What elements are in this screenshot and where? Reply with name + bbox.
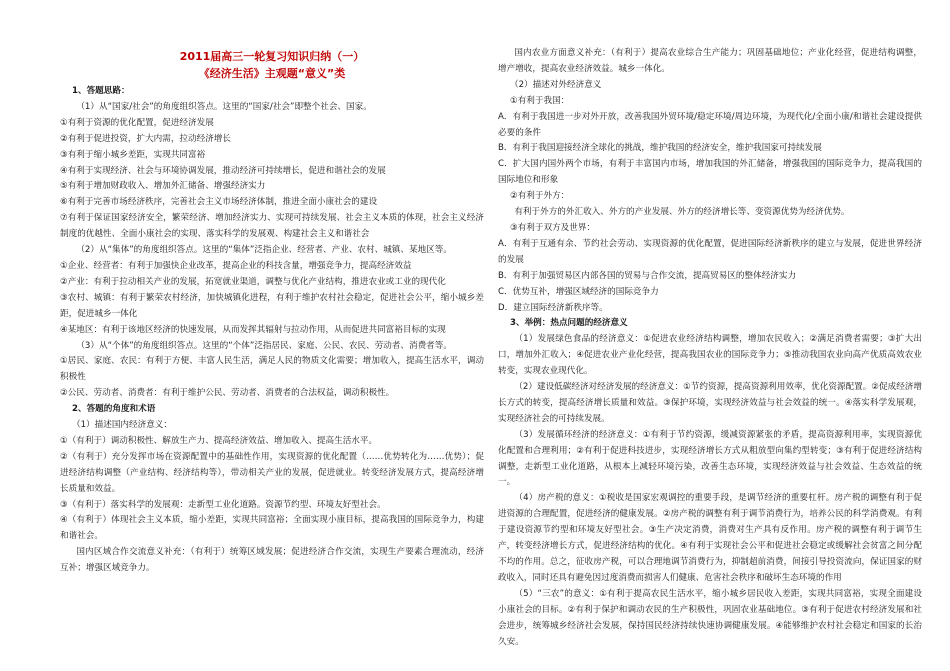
paragraph: ⑦有利于保证国家经济安全，繁荣经济、增加经济实力、实现可持续发展、社会主义本质的体现，社会主义经济制度的优越性、全面小康社会的实现、落实科学的发展观、构建社会主义和谐社会	[60, 213, 484, 240]
paragraph: C．扩大国内国外两个市场，有利于丰富国内市场，增加我国的外汇储备，增强我国的国际竞争力，提高我国的国际地位和形象	[498, 159, 922, 186]
left-column	[60, 48, 484, 577]
paragraph: （4）房产税的意义：①税收是国家宏观调控的重要手段，是调节经济的重要杠杆。房产税的调整有利于促进资源的合理配置，促进经济的健康发展。②房产税的调整有利于调节消费行为，培养公民的科学消费观。有利于建设资源节约型和环境友好型社会。③生产决定消费，消费对生产具有反作用。房产税的调整有利于调节生产，转变经济增长方式，促进经济结构的优化。④有利于实现社会公平和促进社会稳定或缓解社会贫富之间分配不均的作用。总之，征收房产税，可以合理地调节消费行为，抑制超前消费，间接引导投资流向，保证国家的财政收入，同时还具有避免因过度消费而损害人们健康、危害社会秩序和破坏生态环境的作用	[498, 493, 922, 583]
paragraph: ②有利于促进投资，扩大内需，拉动经济增长	[60, 133, 231, 144]
paragraph: ③有利于双方及世界：	[510, 222, 596, 233]
paragraph: ①企业、经营者：有利于加强快企业改革，提高企业的科技含量，增强竞争力，提高经济效益	[60, 260, 412, 271]
paragraph: （2）描述对外经济意义	[510, 79, 602, 90]
paragraph: ③有利于缩小城乡差距，实现共同富裕	[60, 149, 206, 160]
paragraph: （1）从“国家/社会”的角度组织答点。这里的“国家/社会”即整个社会、国家。	[76, 101, 372, 112]
paragraph: ④有利于实现经济、社会与环境协调发展，推动经济可持续增长，促进和谐社会的发展	[60, 165, 386, 176]
section-heading: 3、举例：热点问题的经济意义	[510, 318, 628, 329]
right-column	[498, 46, 922, 650]
paragraph: ③（有利于）落实科学的发展观：走新型工业化道路。资源节约型、环境友好型社会。	[60, 499, 386, 510]
paragraph: 国内区域合作交流意义补充：（有利于）统筹区域发展；促进经济合作交流，实现生产要素合理流动，经济互补；增强区域竞争力。	[60, 547, 484, 574]
paragraph: ②产业：有利于拉动相关产业的发展，拓宽就业渠道，调整与优化产业结构，推进农业或工业的现代化	[60, 276, 446, 287]
paragraph: （5）“三农”的意义：①有利于提高农民生活水平，缩小城乡居民收入差距，实现共同富裕，实现全面建设小康社会的目标。②有利于保护和调动农民的生产积极性，巩固农业基础地位。③有利于促进农村经济发展和社会进步，统筹城乡经济社会发展，保持国民经济持续快速协调健康发展。④能够维护农村社会稳定和国家的长治久安。	[498, 588, 922, 647]
paragraph: （2）从“集体”的角度组织答点。这里的“集体”泛指企业、经营者、产业、农村、城镇、某地区等。	[76, 245, 452, 256]
paragraph: C．优势互补，增强区域经济的国际竞争力	[498, 286, 659, 297]
paragraph: （2）建设低碳经济对经济发展的经济意义：①节约资源，提高资源利用效率，优化资源配置。②促成经济增长方式的转变，提高经济增长质量和效益。③保护环境，实现经济效益与社会效益的统一。④落实科学发展观，实现经济社会的可持续发展。	[498, 382, 922, 424]
paragraph: D．建立国际经济新秩序等。	[498, 302, 608, 313]
paragraph: ④（有利于）体现社会主义本质，缩小差距，实现共同富裕；全面实现小康目标，提高我国的国际竞争力，构建和谐社会。	[60, 515, 484, 542]
section-heading: 1、答题思路：	[72, 86, 130, 96]
paragraph: 有利于外方的外汇收入、外方的产业发展、外方的经济增长等、变资源优势为经济优势。	[514, 207, 850, 218]
paragraph: ④某地区：有利于该地区经济的快速发展，从而发挥其辐射与拉动作用，从而促进共同富裕目标的实现	[60, 324, 446, 335]
paragraph: ①居民、家庭、农民：有利于方便、丰富人民生活，满足人民的物质文化需要；增加收入，提高生活水平，调动积极性	[60, 356, 484, 383]
paragraph: ⑥有利于完善市场经济秩序，完善社会主义市场经济体制，推进全面小康社会的建设	[60, 197, 378, 208]
paragraph: （3）从“个体”的角度组织答点。这里的“个体”泛指居民、家庭、公民、农民、劳动者、消费者等。	[76, 340, 452, 351]
document-title: 2011届高三一轮复习知识归纳（一）	[179, 50, 365, 63]
paragraph: ③农村、城镇：有利于繁荣农村经济，加快城镇化进程，有利于维护农村社会稳定，促进社会公平，缩小城乡差距，促进城乡一体化	[60, 292, 484, 319]
paragraph: ①有利于我国：	[510, 95, 570, 106]
section-heading: 2、答题的角度和术语	[72, 404, 156, 415]
paragraph: ②有利于外方：	[510, 191, 570, 202]
paragraph: （1）发展绿色食品的经济意义：①促进农业经济结构调整，增加农民收入；②满足消费者需要；③扩大出口，增加外汇收入；④促进农业产业化经营，提高我国农业的国际竞争力；⑤推动我国农业向高产优质高效农业转变，实现农业现代化。	[498, 334, 922, 377]
paragraph: B．有利于加强贸易区内部各国的贸易与合作交流，提高贸易区的整体经济实力	[498, 270, 797, 281]
paragraph: ⑤有利于增加财政收入、增加外汇储备、增强经济实力	[60, 181, 266, 192]
paragraph: 国内农业方面意义补充：（有利于）提高农业综合生产能力；巩固基础地位；产业化经营，促进结构调整，增产增收，提高农业经济效益。城乡一体化。	[498, 48, 922, 74]
paragraph: A．有利于互通有余、节约社会劳动、实现资源的优化配置，促进国际经济新秩序的建立与发展，促进世界经济的发展	[498, 238, 922, 265]
paragraph: B．有利于我国迎接经济全球化的挑战，维护我国的经济安全，维护我国家可持续发展	[498, 143, 822, 154]
paragraph: （3）发展循环经济的经济意义：①有利于节约资源，缓减资源紧张的矛盾，提高资源利用率，实现资源优化配置和合理利用；②有利于促进科技进步，实现经济增长方式从粗放型向集约型转变；③有利于促进经济结构调整，走新型工业化道路，从根本上减轻环境污染，改善生态环境，实现经济效益与社会效益、生态效益的统一。	[498, 429, 922, 488]
paragraph: A．有利于我国进一步对外开放，改善我国外贸环境/稳定环境/周边环境，为现代化/全面小康/和谐社会建设提供必要的条件	[498, 111, 922, 138]
paragraph: ①（有利于）调动积极性、解放生产力、提高经济效益、增加收入、提高生活水平。	[60, 435, 378, 446]
paragraph: ①有利于资源的优化配置，促进经济发展	[60, 117, 214, 128]
document-subtitle: 《经济生活》主观题“意义”类	[198, 67, 346, 80]
paragraph: ②（有利于）充分发挥市场在资源配置中的基础性作用，实现资源的优化配置（……优势转化为……优势）；促进经济结构调整（产业结构、经济结构等），带动相关产业的发展，促进就业。转变经济发展方式，提高经济增长质量和效益。	[60, 451, 484, 494]
paragraph: ②公民、劳动者、消费者：有利于维护公民、劳动者、消费者的合法权益，调动积极性。	[60, 388, 395, 399]
paragraph: （1）描述国内经济意义：	[72, 420, 172, 431]
